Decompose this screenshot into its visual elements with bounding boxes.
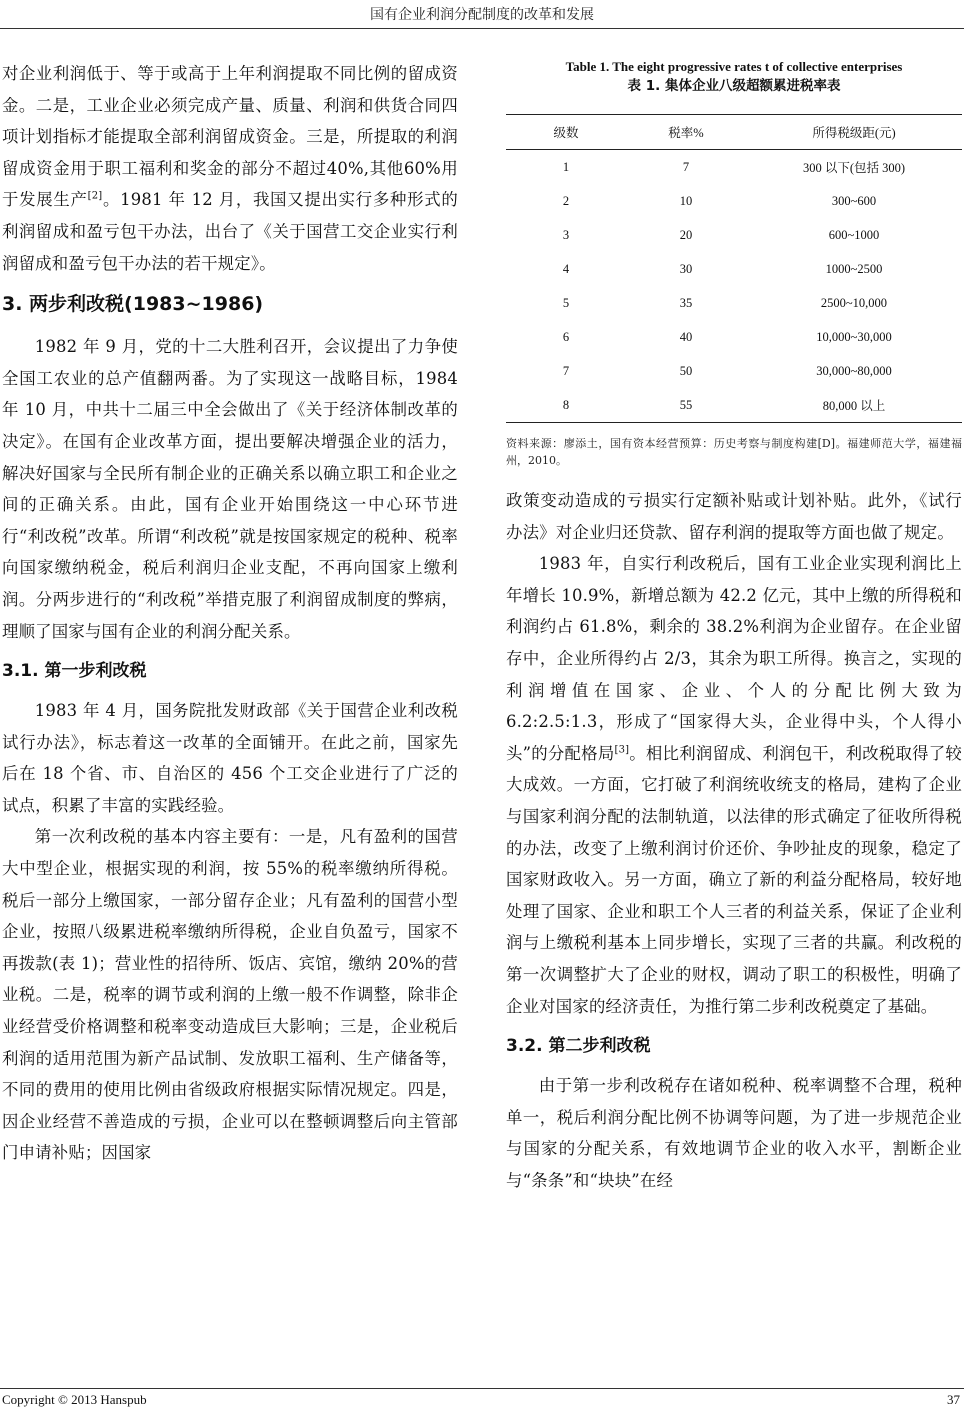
table-row <box>506 252 962 286</box>
table-cell: 2 <box>562 193 570 208</box>
paragraph: 1982 年 9 月，党的十二大胜利召开，会议提出了力争使全国工农业的总产值翻两番。为了实现这一战略目标，1984 年 10 月，中共十二届三中全会做出了《关于经济体制改革的决定》。在国有企业改革方面，提出要解决增强企业的活力，解决好国家与全民所有制企业的正确关系以确立职工和企业之间的正确关系。由此，国有企业开始围绕这一中心环节进行“利改税”改革。所谓“利改税”就是按国家规定的税种、税率向国家缴纳税金，税后利润归企业支配，不再向国家上缴利润。分两步进行的“利改税”举措克服了利润留成制度的弊病，理顺了国家与国有企业的利润分配关系。 <box>2 337 458 641</box>
table-cell: 8 <box>562 397 570 412</box>
table-cell: 4 <box>562 261 570 276</box>
paragraph: 政策变动造成的亏损实行定额补贴或计划补贴。此外，《试行办法》对企业归还贷款、留存利润的提取等方面也做了规定。 <box>506 491 962 542</box>
table-cell: 1 <box>562 159 570 174</box>
table-caption-en: Table 1. The eight progressive rates t of collective enterprises <box>565 59 903 74</box>
table-cell: 30,000~80,000 <box>816 363 892 378</box>
running-header: 国有企业利润分配制度的改革和发展 <box>370 7 594 23</box>
paragraph-text: 。相比利润留成、利润包干，利改税取得了较大成效。一方面，它打破了利润统收统支的格局，建构了企业与国家利润分配的法制轨道，以法律的形式确定了征收所得税的办法，改变了上缴利润讨价还价、争吵扯皮的现象，稳定了国家财政收入。另一方面，确立了新的利益分配格局，较好地处理了国家、企业和职工个人三者的利益关系，保证了企业利润与上缴税利基本上同步增长，实现了三者的共赢。利改税的第一次调整扩大了企业的财权，调动了职工的积极性，明确了企业对国家的经济责任，为推行第二步利改税奠定了基础。 <box>506 743 963 1016</box>
table-row <box>506 150 962 185</box>
footer-copyright: Copyright © 2013 Hanspub <box>2 1392 147 1407</box>
table-cell: 10,000~30,000 <box>816 329 892 344</box>
table-cell: 35 <box>679 295 693 310</box>
subsection-heading: 3.2. 第二步利改税 <box>506 1036 651 1057</box>
table-header-cell: 所得税级距(元) <box>812 126 896 140</box>
table-row <box>506 286 962 320</box>
table-cell: 80,000 以上 <box>822 399 886 413</box>
table-cell: 30 <box>679 261 693 276</box>
section-heading: 3. 两步利改税(1983~1986) <box>2 293 264 316</box>
table-header-cell: 税率% <box>668 126 704 140</box>
tax-rate-table <box>506 114 962 423</box>
paragraph-text: 。1981 年 12 月，我国又提出实行多种形式的利润留成和盈亏包干办法，出台了《关于国营工交企业实行利润留成和盈亏包干办法的若干规定》。 <box>2 190 459 273</box>
table-cell: 300~600 <box>831 193 877 208</box>
paragraph <box>2 58 458 279</box>
table-cell: 600~1000 <box>828 227 880 242</box>
paragraph: 1983 年 4 月，国务院批发财政部《关于国营企业利改税试行办法》，标志着这一改革的全面铺开。在此之前，国家先后在 18 个省、市、自治区的 456 个工交企业进行了广泛的试点，积累了丰富的实践经验。 <box>2 701 458 815</box>
right-column <box>506 58 962 1196</box>
table-cell: 2500~10,000 <box>820 295 888 310</box>
header-rule <box>0 28 964 29</box>
table-header-cell: 级数 <box>553 126 579 140</box>
paragraph: 由于第一步利改税存在诸如税种、税率调整不合理，税种单一，税后利润分配比例不协调等问题，为了进一步规范企业与国家的分配关系，有效地调节企业的收入水平，割断企业与“条条”和“块块”在经 <box>506 1076 962 1190</box>
table-row <box>506 320 962 354</box>
paragraph: 第一次利改税的基本内容主要有：一是，凡有盈利的国营大中型企业，根据实现的利润，按 55%的税率缴纳所得税。税后一部分上缴国家，一部分留存企业；凡有盈利的国营小型企业，按照八级累进税率缴纳所得税，企业自负盈亏，国家不再拨款(表 1)；营业性的招待所、饭店、宾馆，缴纳 20%的营业税。二是，税率的调节或利润的上缴一般不作调整，除非企业经营受价格调整和税率变动造成巨大影响；三是，企业税后利润的适用范围为新产品试制、发放职工福利、生产储备等，不同的费用的使用比例由省级政府根据实际情况规定。四是，因企业经营不善造成的亏损，企业可以在整顿调整后向主管部门申请补贴；因国家 <box>2 827 458 1163</box>
table-header-row <box>506 115 962 150</box>
citation-ref: [3] <box>614 744 630 756</box>
paragraph-text: 1983 年，自实行利改税后，国有工业企业实现利润比上年增长 10.9%，新增总额为 42.2 亿元，其中上缴的所得税和利润约占 61.8%，剩余的 38.2%利润为企业留存。在企业留存中，企业所得约占 2/3，其余为职工所得。换言之，实现的利润增值在国家、企业、个人的分配比例大致为 6.2:2.5:1.3，形成了“国家得大头，企业得中头，个人得小头”的分配格局 <box>506 554 962 763</box>
subsection-heading: 3.1. 第一步利改税 <box>2 661 147 682</box>
table-cell: 55 <box>679 397 693 412</box>
table-row <box>506 184 962 218</box>
page-number: 37 <box>947 1392 960 1407</box>
table-cell: 3 <box>562 227 570 242</box>
left-column <box>2 58 458 1169</box>
paragraph-text: 对企业利润低于、等于或高于上年利润提取不同比例的留成资金。二是，工业企业必须完成产量、质量、利润和供货合同四项计划指标才能提取全部利润留成资金。三是，所提取的利润留成资金用于职工福利和奖金的部分不超过40%,其他60%用于发展生产 <box>2 64 458 210</box>
table-row <box>506 218 962 252</box>
table-cell: 50 <box>679 363 693 378</box>
table-row <box>506 354 962 388</box>
table-row <box>506 388 962 423</box>
table-cell: 6 <box>562 329 570 344</box>
table-cell: 5 <box>562 295 570 310</box>
table-caption-zh: 表 1. 集体企业八级超额累进税率表 <box>627 78 841 94</box>
table-cell: 20 <box>679 227 693 242</box>
paragraph <box>506 548 962 1022</box>
table-source-note: 资料来源：廖添土，国有资本经营预算：历史考察与制度构建[D]。福建师范大学，福建福州，2010。 <box>506 437 962 467</box>
table-cell: 40 <box>679 329 693 344</box>
right-column-body <box>506 485 962 1196</box>
citation-ref: [2] <box>87 190 103 202</box>
table-cell: 7 <box>562 363 570 378</box>
table-cell: 1000~2500 <box>825 261 883 276</box>
table-cell: 300 以下(包括 300) <box>802 161 906 175</box>
footer-rule <box>0 1388 964 1389</box>
table-cell: 7 <box>682 159 690 174</box>
table-cell: 10 <box>679 193 693 208</box>
